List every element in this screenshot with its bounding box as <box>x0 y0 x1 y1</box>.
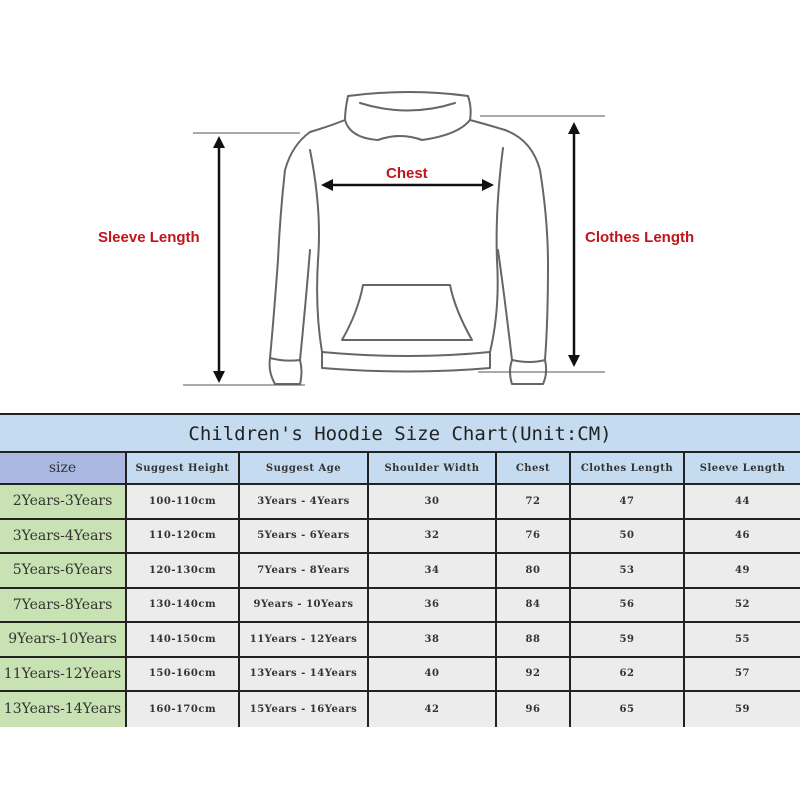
age-cell: 11Years - 12Years <box>240 623 369 658</box>
clothes-length-cell: 50 <box>571 520 685 555</box>
size-cell: 7Years-8Years <box>0 589 127 624</box>
header-size: size <box>0 453 127 485</box>
sleeve-length-label: Sleeve Length <box>98 229 200 246</box>
chest-cell: 76 <box>497 520 571 555</box>
clothes-length-cell: 53 <box>571 554 685 589</box>
header-chest: Chest <box>497 453 571 485</box>
sleeve-length-cell: 55 <box>685 623 800 658</box>
table-row <box>0 589 800 624</box>
chest-label: Chest <box>386 165 428 182</box>
header-suggest-age: Suggest Age <box>240 453 369 485</box>
size-cell: 11Years-12Years <box>0 658 127 693</box>
height-cell: 160-170cm <box>127 692 240 727</box>
age-cell: 3Years - 4Years <box>240 485 369 520</box>
table-header-row <box>0 453 800 485</box>
clothes-length-cell: 59 <box>571 623 685 658</box>
chest-cell: 80 <box>497 554 571 589</box>
chest-cell: 72 <box>497 485 571 520</box>
age-cell: 13Years - 14Years <box>240 658 369 693</box>
shoulder-cell: 38 <box>369 623 497 658</box>
age-cell: 15Years - 16Years <box>240 692 369 727</box>
header-suggest-height: Suggest Height <box>127 453 240 485</box>
clothes-length-cell: 47 <box>571 485 685 520</box>
clothes-length-cell: 62 <box>571 658 685 693</box>
table-row <box>0 692 800 727</box>
header-shoulder-width: Shoulder Width <box>369 453 497 485</box>
table-row <box>0 658 800 693</box>
chest-cell: 96 <box>497 692 571 727</box>
table-row <box>0 485 800 520</box>
header-clothes-length: Clothes Length <box>571 453 685 485</box>
height-cell: 100-110cm <box>127 485 240 520</box>
age-cell: 7Years - 8Years <box>240 554 369 589</box>
age-cell: 5Years - 6Years <box>240 520 369 555</box>
sleeve-length-cell: 57 <box>685 658 800 693</box>
shoulder-cell: 42 <box>369 692 497 727</box>
shoulder-cell: 34 <box>369 554 497 589</box>
height-cell: 130-140cm <box>127 589 240 624</box>
sleeve-length-cell: 44 <box>685 485 800 520</box>
chest-cell: 92 <box>497 658 571 693</box>
clothes-length-label: Clothes Length <box>585 229 695 246</box>
clothes-length-cell: 65 <box>571 692 685 727</box>
shoulder-cell: 32 <box>369 520 497 555</box>
height-cell: 140-150cm <box>127 623 240 658</box>
height-cell: 150-160cm <box>127 658 240 693</box>
size-chart-title: Children's Hoodie Size Chart(Unit:CM) <box>0 413 800 453</box>
shoulder-cell: 36 <box>369 589 497 624</box>
size-cell: 2Years-3Years <box>0 485 127 520</box>
age-cell: 9Years - 10Years <box>240 589 369 624</box>
chest-cell: 88 <box>497 623 571 658</box>
size-cell: 13Years-14Years <box>0 692 127 727</box>
sleeve-length-cell: 49 <box>685 554 800 589</box>
size-cell: 3Years-4Years <box>0 520 127 555</box>
table-row <box>0 623 800 658</box>
header-sleeve-length: Sleeve Length <box>685 453 800 485</box>
height-cell: 120-130cm <box>127 554 240 589</box>
sleeve-length-cell: 52 <box>685 589 800 624</box>
shoulder-cell: 40 <box>369 658 497 693</box>
chest-cell: 84 <box>497 589 571 624</box>
table-row <box>0 554 800 589</box>
sleeve-length-cell: 59 <box>685 692 800 727</box>
size-cell: 9Years-10Years <box>0 623 127 658</box>
sleeve-length-cell: 46 <box>685 520 800 555</box>
clothes-length-cell: 56 <box>571 589 685 624</box>
table-row <box>0 520 800 555</box>
size-cell: 5Years-6Years <box>0 554 127 589</box>
height-cell: 110-120cm <box>127 520 240 555</box>
shoulder-cell: 30 <box>369 485 497 520</box>
